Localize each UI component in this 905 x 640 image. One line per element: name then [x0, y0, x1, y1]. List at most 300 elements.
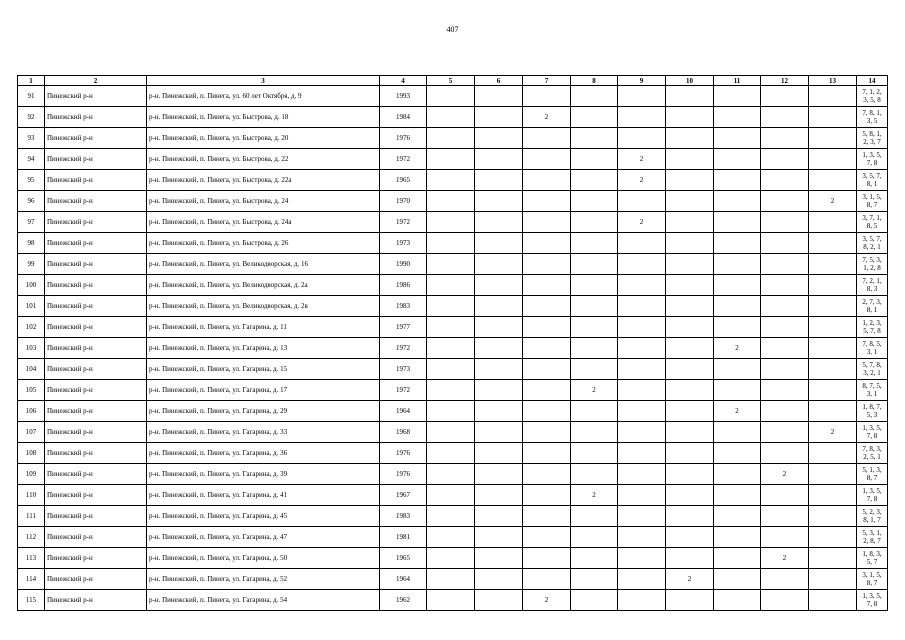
table-row — [18, 590, 888, 611]
district-cell: Пинежский р-н — [45, 380, 147, 401]
priority-cell: 1, 3, 5, 7, 8 — [857, 590, 888, 611]
mark-cell — [523, 86, 571, 107]
address-cell: р-н. Пинежский, п. Пинега, ул. Гагарина, д. 11 — [147, 317, 380, 338]
mark-cell: 2 — [714, 338, 761, 359]
mark-cell — [475, 170, 523, 191]
district-cell: Пинежский р-н — [45, 233, 147, 254]
mark-cell — [618, 380, 666, 401]
year-cell: 1976 — [380, 443, 427, 464]
mark-cell — [618, 485, 666, 506]
column-header: 5 — [427, 76, 475, 86]
column-header: 9 — [618, 76, 666, 86]
address-cell: р-н. Пинежский, п. Пинега, ул. Гагарина, д. 54 — [147, 590, 380, 611]
mark-cell — [475, 527, 523, 548]
mark-cell — [714, 590, 761, 611]
mark-cell — [666, 86, 714, 107]
priority-cell: 5, 2, 3, 8, 1, 7 — [857, 506, 888, 527]
address-cell: р-н. Пинежский, п. Пинега, ул. Великодворская, д. 16 — [147, 254, 380, 275]
mark-cell — [618, 569, 666, 590]
mark-cell — [618, 107, 666, 128]
mark-cell — [809, 443, 857, 464]
year-cell: 1972 — [380, 212, 427, 233]
mark-cell — [809, 401, 857, 422]
district-cell: Пинежский р-н — [45, 485, 147, 506]
mark-cell — [475, 422, 523, 443]
mark-cell — [475, 149, 523, 170]
year-cell: 1986 — [380, 275, 427, 296]
mark-cell — [475, 464, 523, 485]
district-cell: Пинежский р-н — [45, 590, 147, 611]
district-cell: Пинежский р-н — [45, 359, 147, 380]
mark-cell — [714, 254, 761, 275]
table-row — [18, 506, 888, 527]
address-cell: р-н. Пинежский, п. Пинега, ул. Гагарина, д. 50 — [147, 548, 380, 569]
mark-cell — [523, 359, 571, 380]
mark-cell — [571, 128, 618, 149]
mark-cell — [571, 149, 618, 170]
mark-cell — [475, 590, 523, 611]
mark-cell — [427, 464, 475, 485]
column-header: 6 — [475, 76, 523, 86]
mark-cell — [571, 233, 618, 254]
mark-cell — [666, 338, 714, 359]
address-cell: р-н. Пинежский, п. Пинега, ул. Быстрова, д. 26 — [147, 233, 380, 254]
year-cell: 1972 — [380, 149, 427, 170]
row-number: 91 — [18, 86, 45, 107]
mark-cell — [427, 485, 475, 506]
district-cell: Пинежский р-н — [45, 275, 147, 296]
mark-cell — [761, 506, 809, 527]
mark-cell — [427, 107, 475, 128]
mark-cell — [523, 485, 571, 506]
mark-cell — [427, 233, 475, 254]
mark-cell — [666, 443, 714, 464]
mark-cell — [475, 233, 523, 254]
priority-cell: 5, 7, 8, 3, 2, 1 — [857, 359, 888, 380]
column-header: 7 — [523, 76, 571, 86]
mark-cell — [714, 359, 761, 380]
column-header: 11 — [714, 76, 761, 86]
mark-cell — [475, 548, 523, 569]
mark-cell — [427, 149, 475, 170]
mark-cell — [475, 485, 523, 506]
mark-cell — [475, 443, 523, 464]
mark-cell — [761, 191, 809, 212]
mark-cell — [618, 254, 666, 275]
mark-cell — [427, 212, 475, 233]
priority-cell: 5, 1, 3, 8, 7 — [857, 464, 888, 485]
row-number: 113 — [18, 548, 45, 569]
mark-cell — [809, 506, 857, 527]
mark-cell — [475, 107, 523, 128]
row-number: 98 — [18, 233, 45, 254]
table-row — [18, 233, 888, 254]
mark-cell — [714, 128, 761, 149]
mark-cell — [666, 380, 714, 401]
mark-cell — [571, 275, 618, 296]
mark-cell — [714, 548, 761, 569]
mark-cell — [475, 317, 523, 338]
address-cell: р-н. Пинежский, п. Пинега, ул. Быстрова, д. 24 — [147, 191, 380, 212]
mark-cell — [714, 107, 761, 128]
mark-cell — [714, 233, 761, 254]
mark-cell — [618, 338, 666, 359]
mark-cell — [761, 275, 809, 296]
mark-cell — [809, 233, 857, 254]
table-row — [18, 86, 888, 107]
mark-cell — [714, 485, 761, 506]
table-row — [18, 422, 888, 443]
mark-cell — [666, 548, 714, 569]
table-row — [18, 170, 888, 191]
district-cell: Пинежский р-н — [45, 107, 147, 128]
mark-cell — [666, 212, 714, 233]
district-cell: Пинежский р-н — [45, 86, 147, 107]
address-cell: р-н. Пинежский, п. Пинега, ул. Гагарина, д. 45 — [147, 506, 380, 527]
mark-cell — [714, 86, 761, 107]
mark-cell — [523, 191, 571, 212]
mark-cell — [761, 443, 809, 464]
mark-cell — [714, 380, 761, 401]
mark-cell — [427, 296, 475, 317]
mark-cell — [427, 170, 475, 191]
district-cell: Пинежский р-н — [45, 254, 147, 275]
mark-cell — [714, 527, 761, 548]
mark-cell — [714, 569, 761, 590]
row-number: 114 — [18, 569, 45, 590]
mark-cell — [571, 443, 618, 464]
year-cell: 1965 — [380, 548, 427, 569]
housing-table — [17, 75, 888, 611]
mark-cell: 2 — [809, 191, 857, 212]
mark-cell — [809, 149, 857, 170]
mark-cell — [427, 128, 475, 149]
mark-cell — [666, 464, 714, 485]
mark-cell — [427, 254, 475, 275]
priority-cell: 2, 7, 3, 8, 1 — [857, 296, 888, 317]
mark-cell — [809, 380, 857, 401]
table-row — [18, 548, 888, 569]
address-cell: р-н. Пинежский, п. Пинега, ул. Гагарина, д. 17 — [147, 380, 380, 401]
row-number: 100 — [18, 275, 45, 296]
mark-cell — [475, 212, 523, 233]
district-cell: Пинежский р-н — [45, 149, 147, 170]
mark-cell — [475, 275, 523, 296]
mark-cell — [571, 422, 618, 443]
mark-cell — [618, 128, 666, 149]
mark-cell — [523, 401, 571, 422]
row-number: 103 — [18, 338, 45, 359]
mark-cell — [761, 128, 809, 149]
mark-cell — [427, 506, 475, 527]
row-number: 94 — [18, 149, 45, 170]
mark-cell — [809, 569, 857, 590]
row-number: 101 — [18, 296, 45, 317]
column-header: 14 — [857, 76, 888, 86]
mark-cell: 2 — [809, 422, 857, 443]
mark-cell — [523, 296, 571, 317]
address-cell: р-н. Пинежский, п. Пинега, ул. Великодворская, д. 2в — [147, 296, 380, 317]
mark-cell — [427, 590, 475, 611]
mark-cell — [714, 296, 761, 317]
mark-cell — [714, 149, 761, 170]
mark-cell — [666, 170, 714, 191]
mark-cell — [809, 527, 857, 548]
mark-cell — [809, 359, 857, 380]
year-cell: 1973 — [380, 233, 427, 254]
mark-cell — [761, 233, 809, 254]
mark-cell — [571, 296, 618, 317]
mark-cell — [618, 443, 666, 464]
mark-cell — [714, 464, 761, 485]
mark-cell — [571, 464, 618, 485]
mark-cell — [761, 317, 809, 338]
mark-cell — [523, 212, 571, 233]
mark-cell — [618, 296, 666, 317]
address-cell: р-н. Пинежский, п. Пинега, ул. Гагарина, д. 47 — [147, 527, 380, 548]
mark-cell — [618, 359, 666, 380]
priority-cell: 8, 7, 5, 3, 1 — [857, 380, 888, 401]
mark-cell: 2 — [618, 170, 666, 191]
mark-cell — [427, 275, 475, 296]
address-cell: р-н. Пинежский, п. Пинега, ул. Гагарина, д. 52 — [147, 569, 380, 590]
district-cell: Пинежский р-н — [45, 191, 147, 212]
column-header: 1 — [18, 76, 45, 86]
mark-cell — [571, 548, 618, 569]
header-row — [18, 76, 888, 86]
table-row — [18, 401, 888, 422]
year-cell: 1967 — [380, 485, 427, 506]
mark-cell: 2 — [571, 485, 618, 506]
column-header: 4 — [380, 76, 427, 86]
mark-cell: 2 — [714, 401, 761, 422]
priority-cell: 7, 8, 3, 2, 5, 1 — [857, 443, 888, 464]
mark-cell — [571, 359, 618, 380]
address-cell: р-н. Пинежский, п. Пинега, ул. Быстрова, д. 18 — [147, 107, 380, 128]
mark-cell — [571, 338, 618, 359]
mark-cell — [666, 191, 714, 212]
mark-cell — [523, 464, 571, 485]
mark-cell — [809, 212, 857, 233]
table-row — [18, 296, 888, 317]
mark-cell — [523, 317, 571, 338]
row-number: 110 — [18, 485, 45, 506]
mark-cell — [571, 254, 618, 275]
column-header: 8 — [571, 76, 618, 86]
district-cell: Пинежский р-н — [45, 212, 147, 233]
year-cell: 1990 — [380, 254, 427, 275]
table-row — [18, 212, 888, 233]
address-cell: р-н. Пинежский, п. Пинега, ул. Гагарина, д. 41 — [147, 485, 380, 506]
mark-cell — [809, 338, 857, 359]
mark-cell — [761, 422, 809, 443]
mark-cell — [666, 527, 714, 548]
address-cell: р-н. Пинежский, п. Пинега, ул. 60 лет Октября, д. 9 — [147, 86, 380, 107]
mark-cell — [618, 527, 666, 548]
district-cell: Пинежский р-н — [45, 401, 147, 422]
priority-cell: 3, 1, 5, 8, 7 — [857, 569, 888, 590]
mark-cell: 2 — [618, 149, 666, 170]
year-cell: 1976 — [380, 128, 427, 149]
year-cell: 1983 — [380, 296, 427, 317]
mark-cell — [809, 464, 857, 485]
table-row — [18, 338, 888, 359]
row-number: 115 — [18, 590, 45, 611]
mark-cell — [427, 422, 475, 443]
priority-cell: 1, 8, 7, 5, 3 — [857, 401, 888, 422]
column-header: 12 — [761, 76, 809, 86]
district-cell: Пинежский р-н — [45, 506, 147, 527]
mark-cell — [427, 443, 475, 464]
row-number: 107 — [18, 422, 45, 443]
mark-cell — [618, 506, 666, 527]
mark-cell — [523, 275, 571, 296]
year-cell: 1983 — [380, 506, 427, 527]
mark-cell — [427, 380, 475, 401]
mark-cell — [666, 107, 714, 128]
mark-cell — [809, 170, 857, 191]
row-number: 112 — [18, 527, 45, 548]
mark-cell — [618, 422, 666, 443]
year-cell: 1976 — [380, 464, 427, 485]
mark-cell — [571, 212, 618, 233]
year-cell: 1984 — [380, 107, 427, 128]
mark-cell — [427, 191, 475, 212]
mark-cell — [571, 317, 618, 338]
mark-cell — [809, 107, 857, 128]
mark-cell — [475, 401, 523, 422]
mark-cell: 2 — [523, 590, 571, 611]
district-cell: Пинежский р-н — [45, 170, 147, 191]
address-cell: р-н. Пинежский, п. Пинега, ул. Гагарина, д. 13 — [147, 338, 380, 359]
mark-cell — [761, 170, 809, 191]
mark-cell — [666, 485, 714, 506]
mark-cell — [761, 380, 809, 401]
mark-cell — [809, 254, 857, 275]
mark-cell — [571, 170, 618, 191]
priority-cell: 7, 8, 5, 3, 1 — [857, 338, 888, 359]
mark-cell — [714, 317, 761, 338]
mark-cell — [714, 191, 761, 212]
mark-cell — [571, 569, 618, 590]
mark-cell — [761, 569, 809, 590]
mark-cell — [714, 422, 761, 443]
mark-cell — [714, 170, 761, 191]
mark-cell — [475, 506, 523, 527]
mark-cell — [523, 149, 571, 170]
table-row — [18, 107, 888, 128]
mark-cell — [761, 296, 809, 317]
mark-cell — [523, 380, 571, 401]
district-cell: Пинежский р-н — [45, 464, 147, 485]
table-row — [18, 317, 888, 338]
table-row — [18, 380, 888, 401]
mark-cell — [666, 233, 714, 254]
priority-cell: 7, 5, 3, 1, 2, 8 — [857, 254, 888, 275]
district-cell: Пинежский р-н — [45, 569, 147, 590]
table-row — [18, 149, 888, 170]
mark-cell — [809, 86, 857, 107]
row-number: 102 — [18, 317, 45, 338]
priority-cell: 3, 1, 5, 8, 7 — [857, 191, 888, 212]
address-cell: р-н. Пинежский, п. Пинега, ул. Гагарина, д. 33 — [147, 422, 380, 443]
mark-cell — [571, 527, 618, 548]
mark-cell — [523, 233, 571, 254]
mark-cell — [618, 275, 666, 296]
mark-cell — [427, 527, 475, 548]
mark-cell — [666, 275, 714, 296]
mark-cell: 2 — [571, 380, 618, 401]
mark-cell — [571, 86, 618, 107]
year-cell: 1964 — [380, 569, 427, 590]
mark-cell — [666, 149, 714, 170]
mark-cell — [523, 569, 571, 590]
year-cell: 1972 — [380, 380, 427, 401]
mark-cell — [761, 254, 809, 275]
mark-cell — [427, 86, 475, 107]
mark-cell — [523, 338, 571, 359]
mark-cell — [523, 128, 571, 149]
table-row — [18, 569, 888, 590]
mark-cell — [427, 548, 475, 569]
mark-cell — [618, 317, 666, 338]
mark-cell — [475, 359, 523, 380]
row-number: 109 — [18, 464, 45, 485]
mark-cell — [761, 149, 809, 170]
address-cell: р-н. Пинежский, п. Пинега, ул. Гагарина, д. 39 — [147, 464, 380, 485]
mark-cell — [809, 485, 857, 506]
priority-cell: 7, 1, 2, 3, 5, 8 — [857, 86, 888, 107]
row-number: 111 — [18, 506, 45, 527]
mark-cell — [809, 128, 857, 149]
priority-cell: 1, 2, 3, 5, 7, 8 — [857, 317, 888, 338]
table-row — [18, 128, 888, 149]
year-cell: 1972 — [380, 338, 427, 359]
year-cell: 1965 — [380, 170, 427, 191]
mark-cell — [523, 548, 571, 569]
mark-cell — [427, 401, 475, 422]
year-cell: 1981 — [380, 527, 427, 548]
year-cell: 1993 — [380, 86, 427, 107]
mark-cell — [761, 527, 809, 548]
mark-cell — [571, 590, 618, 611]
priority-cell: 1, 3, 5, 7, 8 — [857, 149, 888, 170]
mark-cell — [427, 338, 475, 359]
table-row — [18, 275, 888, 296]
mark-cell — [523, 506, 571, 527]
mark-cell: 2 — [761, 548, 809, 569]
priority-cell: 5, 8, 1, 2, 3, 7 — [857, 128, 888, 149]
address-cell: р-н. Пинежский, п. Пинега, ул. Гагарина, д. 15 — [147, 359, 380, 380]
mark-cell — [666, 254, 714, 275]
page-number: 407 — [446, 25, 459, 34]
mark-cell — [427, 569, 475, 590]
mark-cell — [618, 86, 666, 107]
row-number: 99 — [18, 254, 45, 275]
district-cell: Пинежский р-н — [45, 338, 147, 359]
priority-cell: 3, 7, 1, 8, 5 — [857, 212, 888, 233]
priority-cell: 3, 5, 7, 8, 1 — [857, 170, 888, 191]
mark-cell — [714, 443, 761, 464]
mark-cell — [666, 359, 714, 380]
district-cell: Пинежский р-н — [45, 128, 147, 149]
mark-cell — [809, 275, 857, 296]
mark-cell — [475, 191, 523, 212]
row-number: 95 — [18, 170, 45, 191]
mark-cell — [666, 422, 714, 443]
year-cell: 1973 — [380, 359, 427, 380]
mark-cell — [523, 443, 571, 464]
